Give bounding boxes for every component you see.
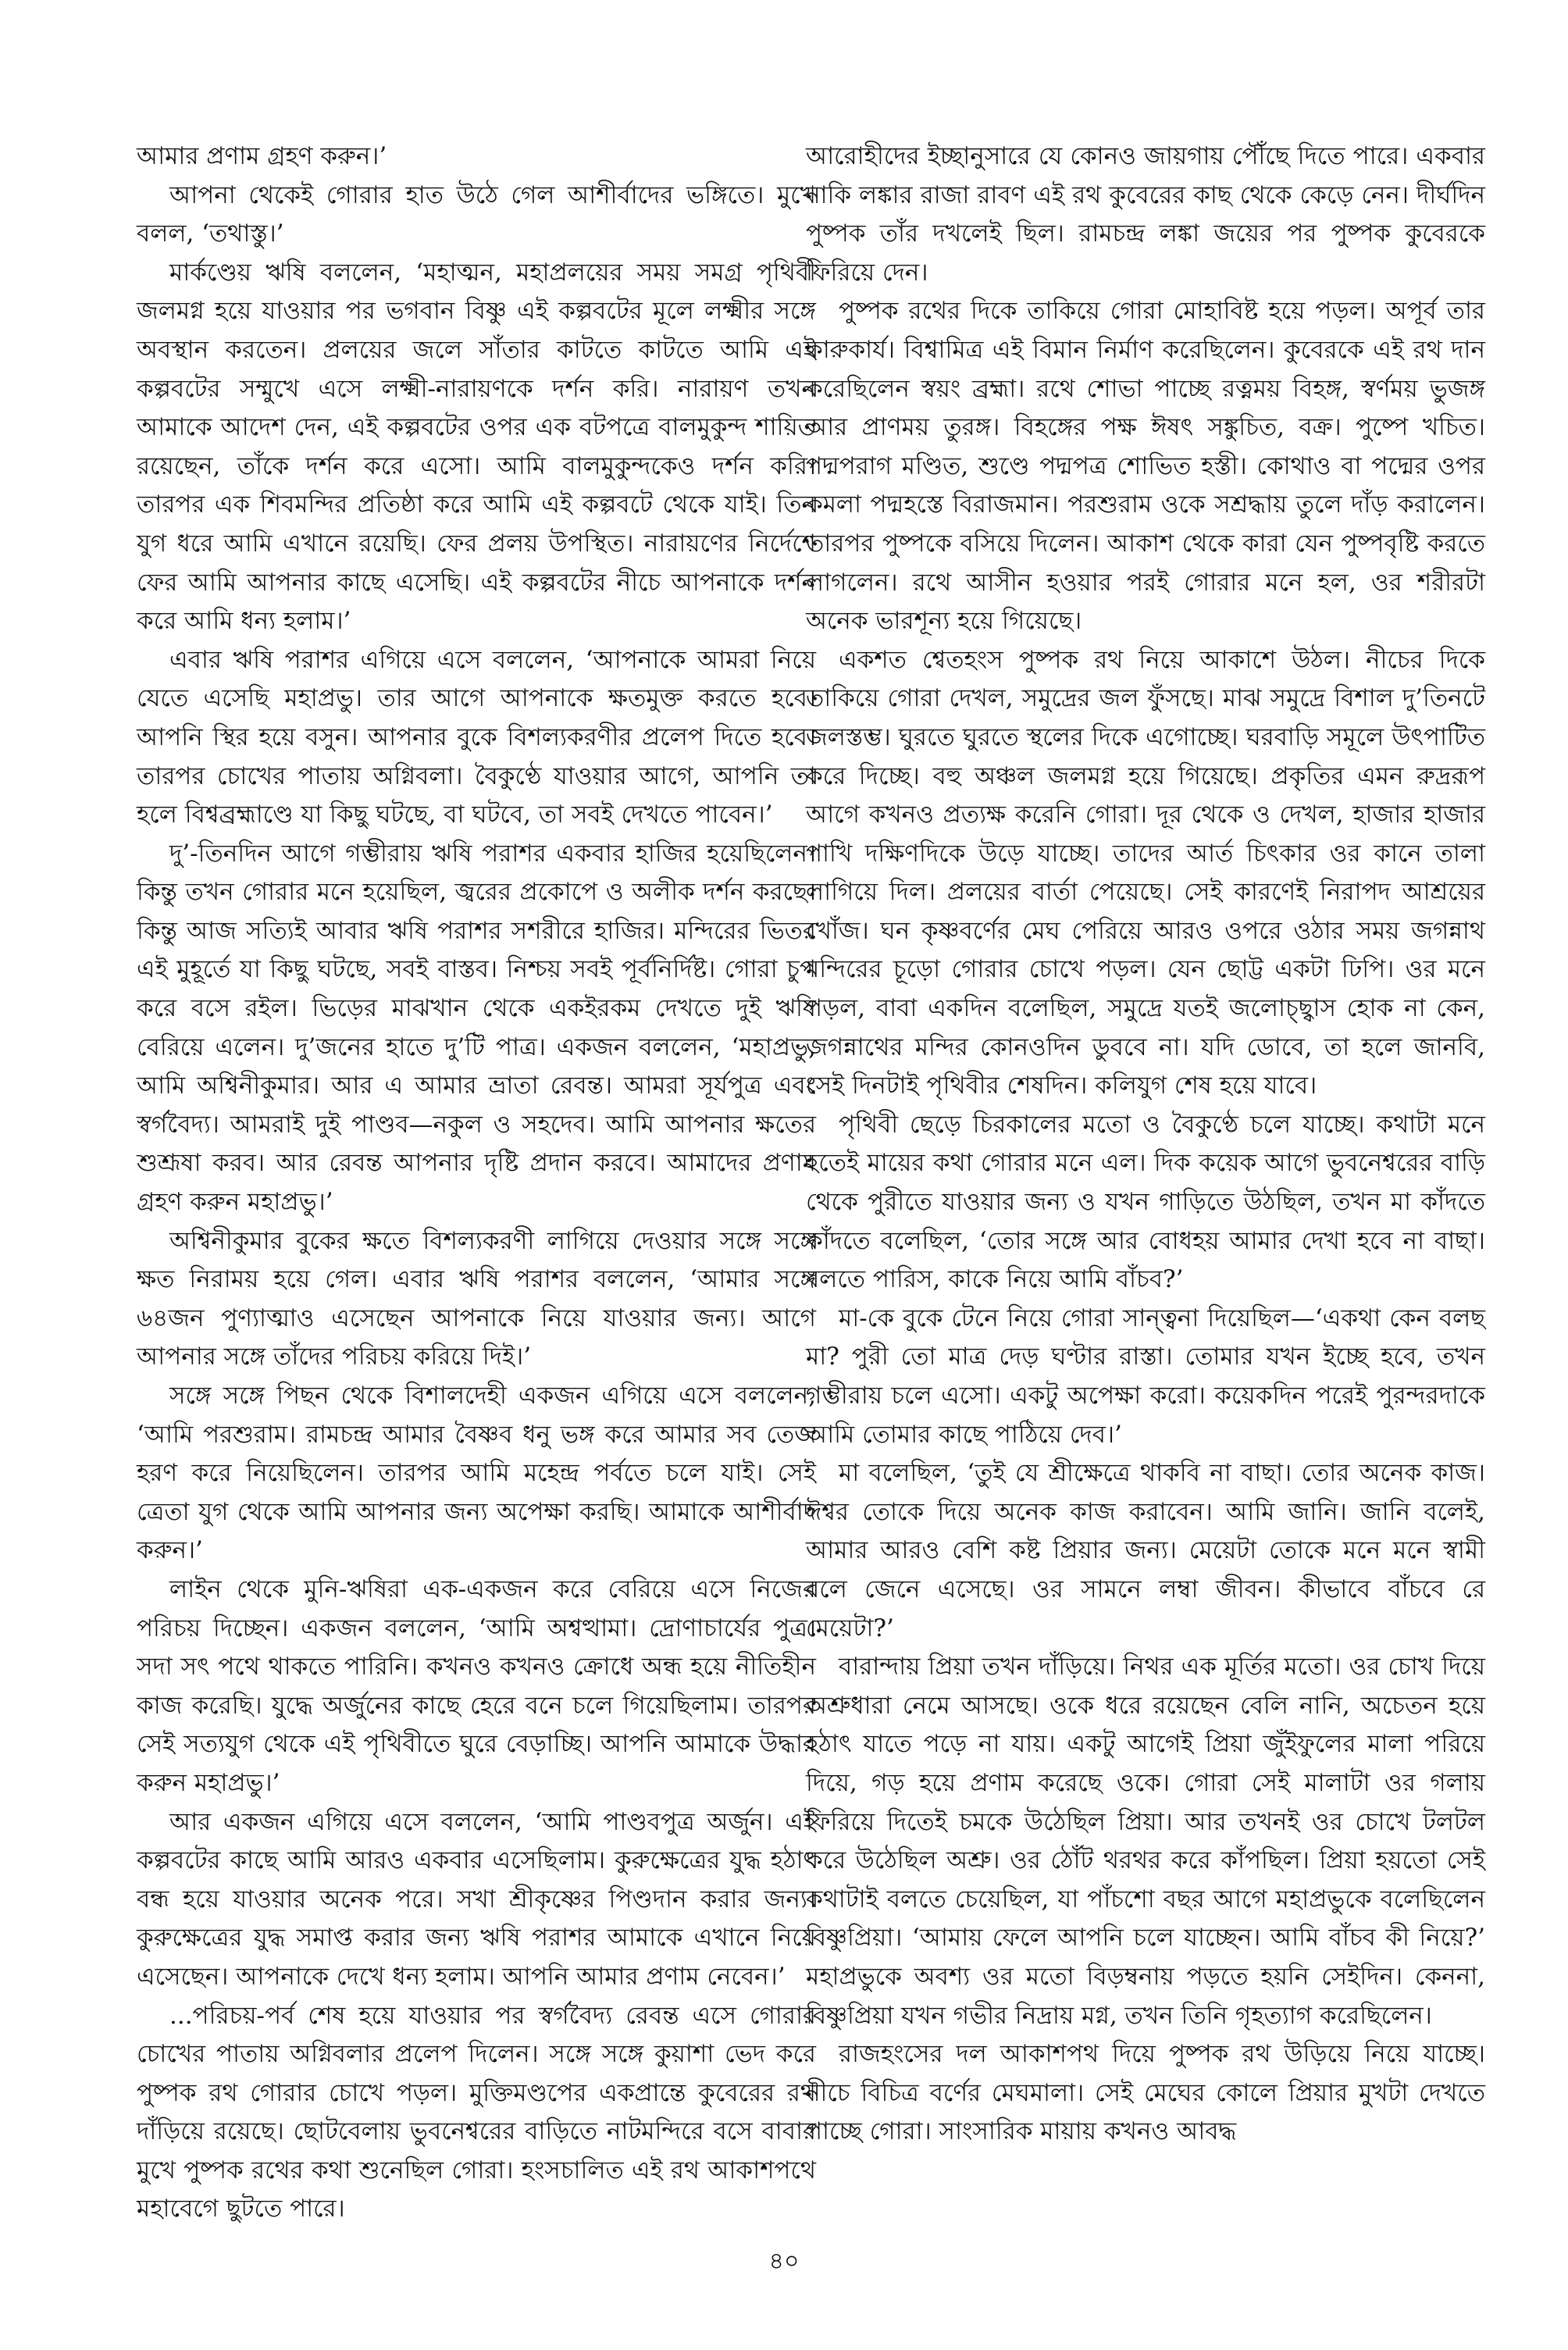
paragraph: বারান্দায় প্রিয়া তখন দাঁড়িয়ে। নিথর এক মূর্তির মতো। ওর চোখ দিয়ে অশ্রুধারা নেমে আসছে। ওকে ধরে রয়েছেন বেলি নানি, অচেতন হয়ে হঠাৎ যাতে পড়ে না যায়। একটু আগেই প্রিয়া জুঁইফুলের মালা পরিয়ে দিয়ে, গড় হয়ে প্রণাম করেছে ওকে। গোরা সেই মালাটা ওর গলায় ফিরিয়ে দিতেই চমকে উঠেছিল প্রিয়া। আর তখনই ওর চোখে টলটল করে উঠেছিল অশ্রু। ওর ঠোঁট থরথর করে কাঁপছিল। প্রিয়া হয়তো সেই কথাটাই বলতে চেয়েছিল, যা পাঁচশো বছর আগে মহাপ্রভুকে বলেছিলেন বিষ্ণুপ্রিয়া। ‘আমায় ফেলে আপনি চলে যাচ্ছেন। আমি বাঁচব কী নিয়ে?’ মহাপ্রভুকে অবশ্য ওর মতো বিড়ম্বনায় পড়তে হয়নি সেইদিন। কেননা, বিষ্ণুপ্রিয়া যখন গভীর নিদ্রায় মগ্ন, তখন তিনি গৃহত্যাগ করেছিলেন। — [806, 1653, 1485, 2030]
paragraph: লাইন থেকে মুনি-ঋষিরা এক-একজন করে বেরিয়ে এসে নিজের পরিচয় দিচ্ছেন। একজন বললেন, ‘আমি অশ্বত্থামা। দ্রোণাচার্যের পুত্র। সদা সৎ পথে থাকতে পারিনি। কখনও কখনও ক্রোধে অন্ধ হয়ে নীতিহীন কাজ করেছি। যুদ্ধে অর্জুনের কাছে হেরে বনে চলে গিয়েছিলাম। তারপর সেই সত্যযুগ থেকে এই পৃথিবীতে ঘুরে বেড়াচ্ছি। আপনি আমাকে উদ্ধার করুন মহাপ্রভু।’ — [137, 1574, 816, 1797]
paragraph: ...পরিচয়-পর্ব শেষ হয়ে যাওয়ার পর স্বর্গবৈদ্য রেবন্ত এসে গোরার চোখের পাতায় অগ্নিবলার প্রলেপ দিলেন। সঙ্গে সঙ্গে কুয়াশা ভেদ করে পুষ্পক রথ গোরার চোখে পড়ল। মুক্তিমণ্ডপের একপ্রান্তে কুবেরের রথ দাঁড়িয়ে রয়েছে। ছোটবেলায় ভুবনেশ্বরের বাড়িতে নাটমন্দিরে বসে বাবার মুখে পুষ্পক রথের কথা শুনেছিল গোরা। হংসচালিত এই রথ আকাশপথে মহাবেগে ছুটতে পারে। — [137, 2001, 816, 2223]
page-number: ৪০ — [768, 2248, 800, 2275]
paragraph: এবার ঋষি পরাশর এগিয়ে এসে বললেন, ‘আপনাকে আমরা নিয়ে যেতে এসেছি মহাপ্রভু। তার আগে আপনাকে ক্ষতমুক্ত করতে হবে। আপনি স্থির হয়ে বসুন। আপনার বুকে বিশল্যকরণীর প্রলেপ দিতে হবে। তারপর চোখের পাতায় অগ্নিবলা। বৈকুণ্ঠে যাওয়ার আগে, আপনি তা হলে বিশ্বব্রহ্মাণ্ডে যা কিছু ঘটছে, বা ঘটবে, তা সবই দেখতে পাবেন।’ — [137, 645, 816, 829]
paragraph: পৃথিবী ছেড়ে চিরকালের মতো ও বৈকুণ্ঠে চলে যাচ্ছে। কথাটা মনে হতেই মায়ের কথা গোরার মনে এল। দিক কয়েক আগে ভুবনেশ্বরের বাড়ি থেকে পুরীতে যাওয়ার জন্য ও যখন গাড়িতে উঠছিল, তখন মা কাঁদতে কাঁদতে বলেছিল, ‘তোর সঙ্গে আর বোধহয় আমার দেখা হবে না বাছা। বলতে পারিস, কাকে নিয়ে আমি বাঁচব?’ — [806, 1110, 1485, 1294]
paragraph: সঙ্গে সঙ্গে পিছন থেকে বিশালদেহী একজন এগিয়ে এসে বললেন, ‘আমি পরশুরাম। রামচন্দ্র আমার বৈষ্ণব ধনু ভঙ্গ করে আমার সব তেজ হরণ করে নিয়েছিলেন। তারপর আমি মহেন্দ্র পর্বতে চলে যাই। সেই ত্রেতা যুগ থেকে আমি আপনার জন্য অপেক্ষা করছি। আমাকে আশীর্বাদ করুন।’ — [137, 1382, 816, 1565]
paragraph: অশ্বিনীকুমার বুকের ক্ষতে বিশল্যকরণী লাগিয়ে দেওয়ার সঙ্গে সঙ্গে ক্ষত নিরাময় হয়ে গেল। এবার ঋষি পরাশর বললেন, ‘আমার সঙ্গে ৬৪জন পুণ্যাত্মাও এসেছেন আপনাকে নিয়ে যাওয়ার জন্য। আগে আপনার সঙ্গে তাঁদের পরিচয় করিয়ে দিই।’ — [137, 1226, 816, 1371]
left-text-column — [137, 137, 816, 2229]
right-text-column — [806, 137, 1485, 2152]
paragraph: মার্কণ্ডেয় ঋষি বললেন, ‘মহাত্মন, মহাপ্রলয়ের সময় সমগ্র পৃথিবী জলমগ্ন হয়ে যাওয়ার পর ভগবান বিষ্ণু এই কল্পবটের মূলে লক্ষ্মীর সঙ্গে অবস্থান করতেন। প্রলয়ের জলে সাঁতার কাটতে কাটতে আমি এই কল্পবটের সম্মুখে এসে লক্ষ্মী-নারায়ণকে দর্শন করি। নারায়ণ তখন আমাকে আদেশ দেন, এই কল্পবটের ওপর এক বটপত্রে বালমুকুন্দ শায়িত রয়েছেন, তাঁকে দর্শন করে এসো। আমি বালমুকুন্দকেও দর্শন করি। তারপর এক শিবমন্দির প্রতিষ্ঠা করে আমি এই কল্পবটে থেকে যাই। তিন যুগ ধরে আমি এখানে রয়েছি। ফের প্রলয় উপস্থিত। নারায়ণের নির্দেশে ফের আমি আপনার কাছে এসেছি। এই কল্পবটের নীচে আপনাকে দর্শন করে আমি ধন্য হলাম।’ — [137, 258, 816, 636]
paragraph: আর একজন এগিয়ে এসে বললেন, ‘আমি পাণ্ডবপুত্র অর্জুন। এই কল্পবটের কাছে আমি আরও একবার এসেছিলাম। কুরুক্ষেত্রের যুদ্ধ হঠাৎ বন্ধ হয়ে যাওয়ার অনেক পরে। সখা শ্রীকৃষ্ণের পিণ্ডদান করার জন্য। কুরুক্ষেত্রের যুদ্ধ সমাপ্ত করার জন্য ঋষি পরাশর আমাকে এখানে নিয়ে এসেছেন। আপনাকে দেখে ধন্য হলাম। আপনি আমার প্রণাম নেবেন।’ — [137, 1807, 816, 1991]
paragraph: একশত শ্বেতহংস পুষ্পক রথ নিয়ে আকাশে উঠল। নীচের দিকে তাকিয়ে গোরা দেখল, সমুদ্রের জল ফুঁসছে। মাঝ সমুদ্রে বিশাল দু’তিনটে জলস্তম্ভ। ঘুরতে ঘুরতে স্থলের দিকে এগোচ্ছে। ঘরবাড়ি সমূলে উৎপাটিত করে দিচ্ছে। বহু অঞ্চল জলমগ্ন হয়ে গিয়েছে। প্রকৃতির এমন রুদ্ররূপ আগে কখনও প্রত্যক্ষ করেনি গোরা। দূর থেকে ও দেখল, হাজার হাজার পাখি দক্ষিণদিকে উড়ে যাচ্ছে। তাদের আর্ত চিৎকার ওর কানে তালা লাগিয়ে দিল। প্রলয়ের বার্তা পেয়েছে। সেই কারণেই নিরাপদ আশ্রয়ের খোঁজ। ঘন কৃষ্ণবর্ণের মেঘ পেরিয়ে আরও ওপরে ওঠার সময় জগন্নাথ মন্দিরের চূড়ো গোরার চোখে পড়ল। যেন ছোট্ট একটা ঢিপি। ওর মনে পড়ল, বাবা একদিন বলেছিল, সমুদ্রে যতই জলোচ্ছ্বাস হোক না কেন, জগন্নাথের মন্দির কোনওদিন ডুববে না। যদি ডোবে, তা হলে জানবি, সেই দিনটাই পৃথিবীর শেষদিন। কলিযুগ শেষ হয়ে যাবে। — [806, 645, 1485, 1100]
paragraph: রাজহংসের দল আকাশপথ দিয়ে পুষ্পক রথ উড়িয়ে নিয়ে যাচ্ছে। নীচে বিচিত্র বর্ণের মেঘমালা। সেই মেঘের কোলে প্রিয়ার মুখটা দেখতে পাচ্ছে গোরা। সাংসারিক মায়ায় কখনও আবদ্ধ — [806, 2040, 1485, 2146]
paragraph: মা বলেছিল, ‘তুই যে শ্রীক্ষেত্রে থাকবি না বাছা। তোর অনেক কাজ। ঈশ্বর তোকে দিয়ে অনেক কাজ করাবেন। আমি জানি। জানি বলেই, আমার আরও বেশি কষ্ট প্রিয়ার জন্য। মেয়েটা তোকে মনে মনে স্বামী বলে জেনে এসেছে। ওর সামনে লম্বা জীবন। কীভাবে বাঁচবে রে মেয়েটা?’ — [806, 1459, 1485, 1642]
paragraph: পুষ্পক রথের দিকে তাকিয়ে গোরা মোহাবিষ্ট হয়ে পড়ল। অপূর্ব তার কারুকার্য। বিশ্বামিত্র এই বিমান নির্মাণ করেছিলেন। কুবেরকে এই রথ দান করেছিলেন স্বয়ং ব্রহ্মা। রথে শোভা পাচ্ছে রত্নময় বিহঙ্গ, স্বর্ণময় ভুজঙ্গ আর প্রাণময় তুরঙ্গ। বিহঙ্গের পক্ষ ঈষৎ সঙ্কুচিত, বক্র। পুষ্পে খচিত। পদ্মপরাগ মণ্ডিত, শুণ্ডে পদ্মপত্র শোভিত হস্তী। কোথাও বা পদ্মের ওপর কমলা পদ্মহস্তে বিরাজমান। পরশুরাম ওকে সশ্রদ্ধায় তুলে দাঁড় করালেন। তারপর পুষ্পকে বসিয়ে দিলেন। আকাশ থেকে কারা যেন পুষ্পবৃষ্টি করতে লাগলেন। রথে আসীন হওয়ার পরই গোরার মনে হল, ওর শরীরটা অনেক ভারশূন্য হয়ে গিয়েছে। — [806, 297, 1485, 636]
paragraph: আপনা থেকেই গোরার হাত উঠে গেল আশীর্বাদের ভঙ্গিতে। মুখে বলল, ‘তথাস্তু।’ — [137, 180, 816, 248]
paragraph: আমার প্রণাম গ্রহণ করুন।’ — [137, 142, 387, 170]
paragraph: আরোহীদের ইচ্ছানুসারে যে কোনও জায়গায় পৌঁছে দিতে পারে। একবার নাকি লঙ্কার রাজা রাবণ এই রথ কুবেরের কাছ থেকে কেড়ে নেন। দীর্ঘদিন পুষ্পক তাঁর দখলেই ছিল। রামচন্দ্র লঙ্কা জয়ের পর পুষ্পক কুবেরকে ফিরিয়ে দেন। — [806, 142, 1485, 287]
paragraph: দু’-তিনদিন আগে গম্ভীরায় ঋষি পরাশর একবার হাজির হয়েছিলেন। কিন্তু তখন গোরার মনে হয়েছিল, জ্বরের প্রকোপে ও অলীক দর্শন করছে। কিন্তু আজ সত্যিই আবার ঋষি পরাশর সশরীরে হাজির। মন্দিরের ভিতর এই মুহূর্তে যা কিছু ঘটছে, সবই বাস্তব। নিশ্চয় সবই পূর্বনির্দিষ্ট। গোরা চুপ করে বসে রইল। ভিড়ের মাঝখান থেকে একইরকম দেখতে দুই ঋষি বেরিয়ে এলেন। দু’জনের হাতে দু’টি পাত্র। একজন বললেন, ‘মহাপ্রভু, আমি অশ্বিনীকুমার। আর এ আমার ভ্রাতা রেবন্ত। আমরা সূর্যপুত্র এবং স্বর্গবৈদ্য। আমরাই দুই পাণ্ডব—নকুল ও সহদেব। আমি আপনার ক্ষতের শুশ্রূষা করব। আর রেবন্ত আপনার দৃষ্টি প্রদান করবে। আমাদের প্রণাম গ্রহণ করুন মহাপ্রভু।’ — [137, 839, 816, 1217]
paragraph: মা-কে বুকে টেনে নিয়ে গোরা সান্ত্বনা দিয়েছিল—‘একথা কেন বলছ মা? পুরী তো মাত্র দেড় ঘণ্টার রাস্তা। তোমার যখন ইচ্ছে হবে, তখন গম্ভীরায় চলে এসো। একটু অপেক্ষা করো। কয়েকদিন পরেই পুরন্দরদাকে আমি তোমার কাছে পাঠিয়ে দেব।’ — [806, 1303, 1485, 1449]
